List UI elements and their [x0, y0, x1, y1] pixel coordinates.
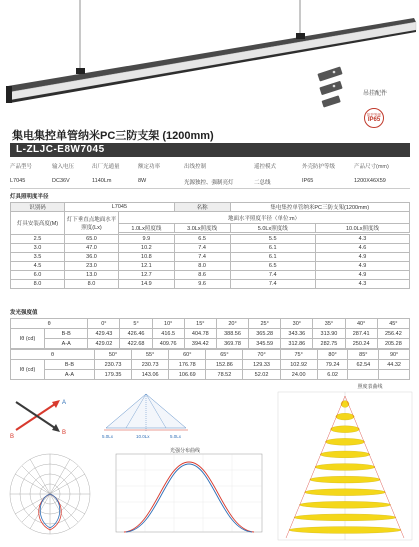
- table-cell: 65°: [206, 350, 243, 360]
- table-row: [11, 262, 410, 271]
- axis-direction-diagram: [10, 394, 70, 438]
- illuminance-cone-chart: [270, 382, 415, 544]
- table-cell: 8.0: [65, 280, 119, 289]
- luminaire-illustration: [0, 0, 419, 120]
- table-cell: 365.28: [249, 329, 281, 339]
- table-cell: 55°: [132, 350, 169, 360]
- table-row: [11, 244, 410, 253]
- product-title: 集电集控单管纳米PC三防支架 (1200mm): [12, 130, 214, 142]
- table-cell: 12.1: [119, 262, 175, 271]
- table-cell: 6.1: [230, 244, 316, 253]
- table-cell: 40°: [345, 319, 377, 329]
- spec-value: 二总线: [254, 180, 271, 186]
- beam-label-left: 5.0Lx: [102, 434, 114, 439]
- table-cell: 129.33: [243, 360, 280, 370]
- table-cell: 识别码: [11, 203, 65, 212]
- table-cell: 79.24: [317, 360, 348, 370]
- table-cell: 9.6: [174, 280, 230, 289]
- spec-header: 出厂光通量: [92, 164, 120, 170]
- table-cell: 70°: [243, 350, 280, 360]
- illum-ellipse: [331, 426, 360, 433]
- spec-header: 遥控模式: [254, 164, 277, 170]
- table-cell: 10.0Lx照度线: [316, 224, 410, 233]
- illum-ellipse: [305, 489, 386, 496]
- beam-label-right: 5.0Lx: [170, 434, 182, 439]
- table-cell: 287.41: [345, 329, 377, 339]
- table-cell: 24.00: [280, 370, 317, 380]
- table-cell: 灯下垂直点地面水平照度(Lx): [65, 212, 119, 235]
- table-cell: 152.86: [206, 360, 243, 370]
- table-cell: 集电集控单管纳米PC三防支架(1200mm): [230, 203, 410, 212]
- table-cell: 7.4: [174, 244, 230, 253]
- spec-value: 1140Lm: [92, 178, 112, 184]
- table-cell: 369.78: [216, 339, 248, 349]
- table-cell: B-B: [45, 329, 88, 339]
- curve-title: 光强分布曲线: [169, 448, 201, 454]
- ip-rating-badge: [364, 108, 384, 128]
- table-row: [11, 271, 410, 280]
- model-number-bar: L-ZLJC-E8W7045: [10, 143, 410, 157]
- table-cell: 4.9: [316, 271, 410, 280]
- table-cell: 15°: [184, 319, 216, 329]
- table-cell: 62.54: [348, 360, 379, 370]
- table-cell: 345.59: [249, 339, 281, 349]
- illuminance-table: [10, 202, 410, 289]
- spec-header-row: [10, 162, 410, 170]
- table-cell: 10.2: [119, 244, 175, 253]
- table-cell: 30°: [281, 319, 313, 329]
- illum-ellipse: [341, 401, 349, 408]
- table-cell: 388.56: [216, 329, 248, 339]
- table-cell: 85°: [348, 350, 379, 360]
- table-cell: 429.43: [88, 329, 120, 339]
- table-cell: 60°: [169, 350, 206, 360]
- table-cell: 36.0: [65, 253, 119, 262]
- table-cell: 3.0: [11, 244, 65, 253]
- spec-value: 8W: [138, 178, 147, 184]
- table-row: [11, 280, 410, 289]
- spec-header: 输入电压: [52, 164, 75, 170]
- table-cell: 3.0Lx照度线: [174, 224, 230, 233]
- illum-ellipse: [294, 514, 396, 521]
- table-cell: 5.0Lx照度线: [230, 224, 316, 233]
- beam-label-center: 10.0Lx: [136, 434, 150, 439]
- table-cell: 名称: [174, 203, 230, 212]
- illum-ellipse: [299, 501, 390, 508]
- spec-value: 1200X46X59: [354, 178, 386, 184]
- table-cell: 256.42: [377, 329, 409, 339]
- table-cell: 4.5: [11, 262, 65, 271]
- table-cell: 7.4: [230, 280, 316, 289]
- table-cell: 1.0Lx照度线: [119, 224, 175, 233]
- table-cell: 75°: [280, 350, 317, 360]
- table-cell: 343.36: [281, 329, 313, 339]
- table-cell: 12.7: [119, 271, 175, 280]
- illum-ellipse: [336, 413, 354, 420]
- table-cell: 230.73: [132, 360, 169, 370]
- table-cell: 25°: [249, 319, 281, 329]
- table-cell: 102.92: [280, 360, 317, 370]
- spec-value: 光源独控、强制亮灯: [184, 180, 234, 186]
- table-cell: 250.24: [345, 339, 377, 349]
- table-cell: θ: [11, 319, 88, 329]
- table-cell: 灯具安装高度(M): [11, 212, 65, 235]
- spec-header: 外壳防护等级: [302, 164, 336, 170]
- table-cell: 35°: [313, 319, 345, 329]
- axis-a-label: A: [62, 400, 67, 406]
- table-cell: 80°: [317, 350, 348, 360]
- table-cell: 14.9: [119, 280, 175, 289]
- accessory-label: 吊挂配件: [363, 91, 388, 97]
- spec-header: 产品型号: [10, 164, 33, 170]
- table-cell: 45°: [377, 319, 409, 329]
- section-label-illuminance: 灯具照明度半径: [10, 194, 49, 200]
- beam-cone-diagram: [100, 392, 192, 442]
- spec-header: 额定功率: [138, 164, 161, 170]
- table-cell: θ: [11, 350, 95, 360]
- axis-b-label-left: B: [10, 434, 15, 438]
- table-cell: 429.02: [88, 339, 120, 349]
- table-cell: 7.4: [174, 253, 230, 262]
- illum-title: 照度表曲线: [357, 384, 383, 390]
- table-cell: 地面水平照度半径（单位:m）: [119, 212, 410, 224]
- table-cell: 9.9: [119, 235, 175, 244]
- product-hero: [0, 0, 419, 120]
- intensity-table-1: [10, 318, 410, 349]
- table-cell: 2.5: [11, 235, 65, 244]
- spec-header: 产品尺寸(mm): [354, 164, 389, 170]
- intensity-distribution-chart: [104, 446, 266, 546]
- accessory-parts: [317, 66, 342, 107]
- table-cell: 106.69: [169, 370, 206, 380]
- section-label-intensity: 发光强度值: [10, 310, 38, 316]
- table-cell: 65.0: [65, 235, 119, 244]
- table-cell: 4.3: [316, 280, 410, 289]
- table-cell: 426.46: [120, 329, 152, 339]
- table-cell: 78.52: [206, 370, 243, 380]
- table-cell: 409.76: [152, 339, 184, 349]
- table-cell: Iθ (cd): [11, 329, 45, 349]
- table-cell: 404.78: [184, 329, 216, 339]
- table-cell: 8.0: [174, 262, 230, 271]
- table-cell: Iθ (cd): [11, 360, 45, 380]
- table-cell: 90°: [379, 350, 410, 360]
- illum-ellipse: [289, 527, 401, 534]
- table-cell: 52.02: [243, 370, 280, 380]
- table-cell: 179.35: [94, 370, 131, 380]
- table-cell: 6.0: [11, 271, 65, 280]
- table-cell: 394.42: [184, 339, 216, 349]
- table-cell: 6.5: [230, 262, 316, 271]
- ip-badge-caption: 防护等级: [367, 113, 381, 117]
- illum-ellipse: [310, 476, 380, 483]
- table-cell: 282.75: [313, 339, 345, 349]
- table-cell: 20°: [216, 319, 248, 329]
- ip-badge-value: IP65: [367, 117, 381, 123]
- table-cell: 47.0: [65, 244, 119, 253]
- table-cell: 6.5: [174, 235, 230, 244]
- table-cell: 312.86: [281, 339, 313, 349]
- photometric-diagrams: [0, 380, 419, 547]
- table-cell: 44.32: [379, 360, 410, 370]
- table-cell: 313.90: [313, 329, 345, 339]
- table-cell: L7045: [65, 203, 175, 212]
- table-cell: 8.0: [11, 280, 65, 289]
- illum-ellipse: [320, 451, 370, 458]
- spec-header: 出线控制: [184, 164, 207, 170]
- spec-value: IP65: [302, 178, 314, 184]
- table-cell: A-A: [45, 339, 88, 349]
- table-cell: 205.28: [377, 339, 409, 349]
- table-cell: 4.9: [316, 253, 410, 262]
- table-cell: 143.06: [132, 370, 169, 380]
- spec-value: L7045: [10, 178, 26, 184]
- table-cell: 23.0: [65, 262, 119, 271]
- table-cell: 230.73: [94, 360, 131, 370]
- table-cell: 50°: [94, 350, 131, 360]
- table-row: [11, 253, 410, 262]
- table-cell: 8.6: [174, 271, 230, 280]
- table-cell: 4.6: [316, 244, 410, 253]
- table-cell: 176.78: [169, 360, 206, 370]
- table-cell: 10°: [152, 319, 184, 329]
- table-cell: 5.5: [230, 235, 316, 244]
- table-cell: [379, 370, 410, 380]
- intensity-table-2: [10, 349, 410, 380]
- table-cell: 13.0: [65, 271, 119, 280]
- spec-value-row: [10, 178, 410, 189]
- table-cell: [348, 370, 379, 380]
- table-cell: 0°: [88, 319, 120, 329]
- illum-ellipse: [325, 438, 364, 445]
- table-cell: 10.8: [119, 253, 175, 262]
- table-cell: B-B: [45, 360, 95, 370]
- table-cell: 5°: [120, 319, 152, 329]
- table-cell: 6.02: [317, 370, 348, 380]
- table-cell: 416.5: [152, 329, 184, 339]
- table-row: [11, 235, 410, 244]
- table-cell: 4.3: [316, 235, 410, 244]
- table-cell: 3.5: [11, 253, 65, 262]
- table-cell: 7.4: [230, 271, 316, 280]
- table-cell: 4.9: [316, 262, 410, 271]
- spec-value: DC36V: [52, 178, 70, 184]
- axis-b-label: B: [62, 430, 67, 436]
- table-cell: 422.68: [120, 339, 152, 349]
- polar-intensity-diagram: [6, 450, 94, 542]
- illum-ellipse: [315, 464, 375, 471]
- table-cell: 6.1: [230, 253, 316, 262]
- table-cell: A-A: [45, 370, 95, 380]
